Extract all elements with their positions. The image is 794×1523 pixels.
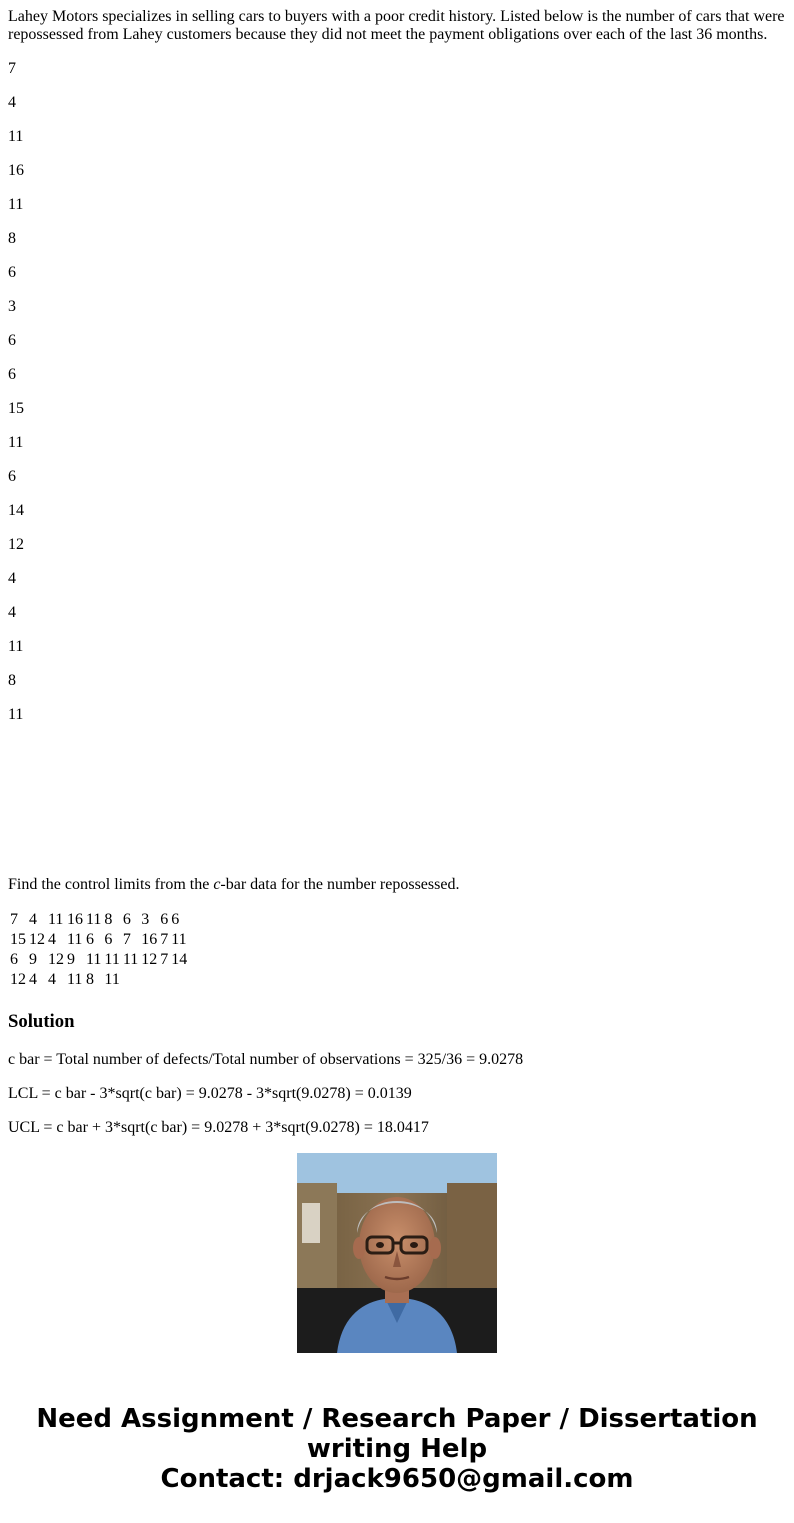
table-cell: 11 — [48, 911, 64, 928]
table-cell: 11 — [67, 931, 83, 948]
problem-intro: Lahey Motors specializes in selling cars to buyers with a poor credit history. Listed below is the number of cars that were repossessed from Lahey customers because they did not meet the payment obligations over each of the last 36 months. — [8, 8, 785, 43]
value-item: 4 — [8, 604, 16, 621]
table-cell: 4 — [48, 931, 56, 948]
table-cell: 4 — [48, 971, 56, 988]
table-cell: 7 — [10, 911, 18, 928]
table-cell: 6 — [10, 951, 18, 968]
value-item: 16 — [8, 162, 24, 179]
table-cell: 11 — [67, 971, 83, 988]
table-cell — [139, 970, 158, 990]
table-cell: 12 — [10, 971, 26, 988]
table-cell: 15 — [10, 931, 26, 948]
table-cell: 3 — [141, 911, 150, 928]
table-cell: 4 — [29, 971, 37, 988]
table-cell: 6 — [122, 911, 131, 928]
table-cell: 6 — [104, 931, 113, 948]
table-cell: 4 — [29, 911, 37, 928]
values-list — [8, 60, 788, 724]
table-cell: 11 — [122, 951, 139, 968]
table-cell: 11 — [86, 951, 102, 968]
value-item: 11 — [8, 638, 24, 655]
table-cell: 7 — [160, 931, 169, 948]
value-item: 11 — [8, 128, 24, 145]
table-cell: 11 — [171, 931, 187, 948]
tutor-avatar — [297, 1153, 497, 1353]
value-item: 3 — [8, 298, 16, 315]
table-cell: 11 — [86, 911, 102, 928]
table-cell: 12 — [141, 951, 158, 968]
table-cell: 6 — [171, 911, 180, 928]
value-item: 11 — [8, 196, 24, 213]
table-cell: 16 — [67, 911, 83, 928]
value-item: 4 — [8, 94, 16, 111]
question-before: Find the control limits from the — [8, 876, 214, 893]
solution-line-ucl: UCL = c bar + 3*sqrt(c bar) = 9.0278 + 3*sqrt(9.0278) = 18.0417 — [8, 1119, 429, 1136]
question-italic: c — [213, 876, 221, 893]
question-text — [8, 876, 459, 894]
table-cell: 8 — [104, 911, 113, 928]
table-row — [8, 930, 188, 950]
solution-line-lcl: LCL = c bar - 3*sqrt(c bar) = 9.0278 - 3*sqrt(9.0278) = 0.0139 — [8, 1085, 412, 1102]
table-cell: 9 — [67, 951, 75, 968]
value-item: 6 — [8, 468, 16, 485]
table-row — [8, 970, 188, 990]
table-cell: 11 — [104, 971, 120, 988]
table-cell: 9 — [29, 951, 37, 968]
value-item: 11 — [8, 434, 24, 451]
promo-line-1: Need Assignment / Research Paper / Dissertation — [36, 1404, 758, 1434]
question-after: -bar data for the number repossessed. — [220, 876, 460, 893]
table-cell: 12 — [29, 931, 45, 948]
table-cell: 7 — [122, 931, 131, 948]
promo-banner — [0, 1404, 794, 1494]
value-item: 7 — [8, 60, 16, 77]
table-cell — [121, 970, 139, 990]
value-item: 8 — [8, 672, 16, 689]
table-cell: 6 — [160, 911, 169, 928]
table-cell: 6 — [86, 931, 94, 948]
table-cell: 11 — [104, 951, 120, 968]
table-cell: 7 — [160, 951, 169, 968]
table-cell — [169, 970, 188, 990]
value-item: 6 — [8, 264, 16, 281]
table-cell — [158, 970, 169, 990]
value-item: 15 — [8, 400, 24, 417]
solution-title: Solution — [8, 1011, 75, 1032]
value-item: 11 — [8, 706, 24, 723]
value-item: 14 — [8, 502, 24, 519]
promo-line-2: writing Help — [306, 1434, 488, 1464]
document-content — [8, 0, 788, 1136]
value-item: 4 — [8, 570, 16, 587]
value-item: 12 — [8, 536, 24, 553]
table-cell: 8 — [86, 971, 94, 988]
table-row — [8, 910, 188, 930]
avatar-photo-icon — [297, 1153, 497, 1353]
table-cell: 14 — [171, 951, 188, 968]
table-cell: 12 — [48, 951, 64, 968]
table-cell: 16 — [141, 931, 158, 948]
solution-line-cbar: c bar = Total number of defects/Total number of observations = 325/36 = 9.0278 — [8, 1051, 524, 1068]
value-item: 6 — [8, 332, 16, 349]
data-table — [8, 910, 188, 990]
value-item: 8 — [8, 230, 16, 247]
promo-contact: Contact: drjack9650@gmail.com — [160, 1464, 634, 1494]
table-row — [8, 950, 188, 970]
value-item: 6 — [8, 366, 16, 383]
